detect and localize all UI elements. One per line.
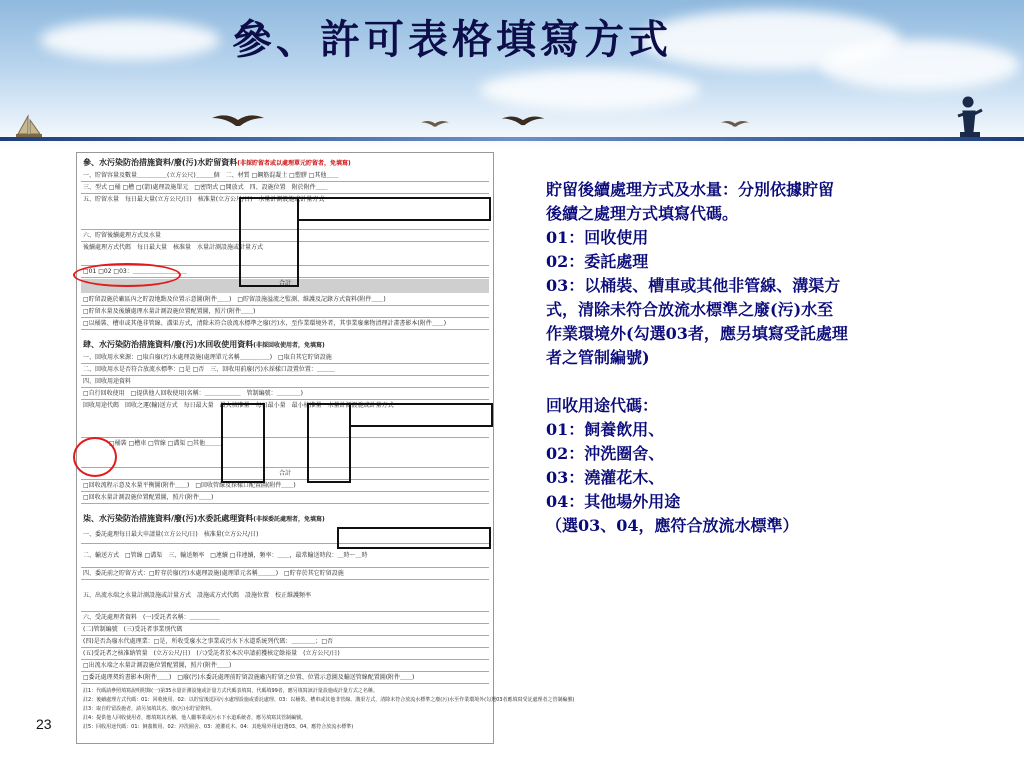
explanation-line: 04：其他場外用途 — [546, 492, 681, 511]
form-note: 註5：回收用途代碼：01：飼養飲用、02：沖洗圈舍、03：澆灌花木、04：其他場外用途(選03、04，應符合放流水標準) — [83, 724, 354, 730]
explanation-line: 01：回收使用 — [546, 228, 649, 247]
red-highlight-oval — [73, 437, 117, 477]
form-row: 二、輸送方式 □管線 □溝渠 三、輸送頻率 □連續 □非連續，頻率：＿＿，最常輸送時段：＿時～＿時 — [81, 545, 489, 568]
form-note: 註2：後續處理方式代碼：01：回收使用、02：以貯留後逕回污水處理設施或委託處理、03：以桶裝、槽車或其他非管線、溝渠方式，清除未符合放流水標準之廢(污)水至作業環境外(勾選03者應填寫受託處理者之管制編號) — [83, 697, 575, 703]
explanation-line: 03：以桶裝、槽車或其他非管線、溝渠方 — [546, 276, 841, 295]
form-row: 六、受託處理者資料 (一)受託者名稱：＿＿＿＿＿ — [81, 613, 489, 624]
cloud-decoration — [40, 20, 220, 60]
form-row: 一、貯留容量及數量＿＿＿＿＿(立方公尺)＿＿＿個 二、材質 □鋼筋混凝土 □塑膠 □其他＿＿ — [81, 171, 489, 182]
bird-icon — [210, 110, 266, 132]
form-row: 二、回收用水是否符合放流水標準：□是 □否 三、回收用前廢(污)水採樣口設置位置：＿＿＿ — [81, 365, 489, 376]
explanation-line: 式，清除未符合放流水標準之廢(污)水至 — [546, 300, 834, 319]
section-entrusted-title: 柒、水污染防治措施資料/廢(污)水委託處理資料(非採委託處理者，免填寫) — [83, 514, 325, 523]
form-row: □貯留設施於廠區內之貯設地點及位置示意圖(附件＿＿) □貯留設施溢流之監測、維護及記錄方式資料(附件＿＿) — [81, 295, 489, 306]
form-row: □委託處理契約書影本(附件＿＿) □廢(污)水委託處理前貯留設施廠內貯留之位置、位置示意圖及輸送管線配置圖(附件＿＿) — [81, 673, 489, 684]
explanation-line: （選03、04，應符合放流水標準） — [546, 516, 799, 535]
form-row: (二)管制編號 (三)受託者事業別代碼 — [81, 625, 489, 636]
form-row: 一、委託處理每日最大申請量(立方公尺/日) 核准量(立方公尺/日) — [81, 527, 489, 544]
highlight-box — [239, 197, 299, 287]
explanation-line: 03：澆灌花木、 — [546, 468, 665, 487]
form-row: 合計 — [278, 280, 291, 287]
form-note: 註4：提供他人回收使用者，應填寫其名稱，他人屬事業或污水下水道系統者，應另填寫其管制編號。 — [83, 715, 307, 721]
form-row: 三、型式 □桶 □槽 □(箭)處理設施單元 □密閉式 □開放式 四、設施位置 附於附件＿＿ — [81, 183, 489, 194]
header-divider — [0, 137, 1024, 141]
form-row: 四、回收用途資料 — [81, 377, 489, 388]
form-row: (五)受託者之核准納管量 (立方公尺/日) (六)受託者於本次申請前獲核定餘裕量 (立方公尺/日) — [81, 649, 489, 660]
form-row: 後續處理方式代碼 每日最大量 核准量 水量計測設施或計量方式 — [81, 243, 489, 266]
form-note: 註1：代碼請參照填寫說明附錄(一)第35水量計測設施或計量方式代碼表填寫，代碼填99者，應另填寫該計量設施或計量方式之名稱。 — [83, 688, 378, 694]
page-number: 23 — [36, 716, 52, 732]
explanation-panel — [546, 178, 976, 538]
bird-icon — [720, 118, 750, 130]
form-row: 合計 — [81, 469, 489, 480]
section-storage-title: 參、水污染防治措施資料/廢(污)水貯留資料(非採貯留者或以處理單元貯留者，免填寫) — [83, 158, 351, 167]
cloud-decoration — [820, 40, 1020, 90]
cloud-decoration — [480, 70, 700, 110]
form-row: □回收水量計測設施位置配置圖，照片(附件＿＿) — [81, 493, 489, 504]
explanation-line: 後續之處理方式填寫代碼。 — [546, 204, 739, 223]
bird-icon — [500, 112, 546, 130]
explanation-line: 回收用途代碼： — [546, 396, 659, 415]
form-row: 一、回收用水來源：□取自廢(污)水處理設施(處理單元名稱＿＿＿＿＿) □取自其它貯留設施 — [81, 353, 489, 364]
form-row: □自行回收使用 □提供他人回收使用(名稱：＿＿＿＿＿＿ 管制編號：＿＿＿＿) — [81, 389, 489, 400]
form-row: □01 □02 □03：＿＿＿＿＿＿＿＿＿ — [81, 267, 489, 278]
section-reuse-title: 肆、水污染防治措施資料/廢(污)水回收使用資料(非採回收使用者，免填寫) — [83, 340, 325, 349]
form-row: □以桶裝、槽車或其他非管線、溝渠方式，清除未符合放流水標準之廢(污)水，至作業環境外者，其事業廢棄物清理計畫書影本(附件＿＿) — [81, 319, 489, 330]
highlight-box — [221, 403, 265, 483]
highlight-box — [349, 403, 493, 427]
red-highlight-oval — [73, 263, 181, 287]
form-row: 五、貯留水量 每日最大量(立方公尺/日) 核准量(立方公尺/日) 水量計測設施或計量方式 — [81, 195, 489, 230]
explanation-line: 作業環境外(勾選03者，應另填寫受託處理 — [546, 324, 848, 343]
explanation-line: 者之管制編號) — [546, 348, 650, 367]
form-row: □貯留水量及後續處理水量計測設施位置配置圖，照片(附件＿＿) — [81, 307, 489, 318]
form-row: 五、出流水端之水量計測設施或計量方式 設施或方式代碼 設施位置 校正維護頻率 — [81, 581, 489, 612]
sailboat-icon — [14, 112, 44, 138]
explanation-line: 貯留後續處理方式及水量：分別依據貯留 — [546, 180, 835, 199]
form-row: 回收用途代碼 回收之運(輸)送方式 每日最大量 最大核准量 每日最小量 最小核准量 水量計測設施或計量方式 — [81, 401, 489, 438]
form-row: □出流水端之水量計測設施位置配置圖，照片(附件＿＿) — [81, 661, 489, 672]
highlight-box — [297, 197, 491, 221]
form-row: 四、委託前之貯留方式：□貯存於廢(污)水處理設施(處理單元名稱＿＿＿) □貯存於其它貯留設施 — [81, 569, 489, 580]
highlight-box — [337, 527, 491, 549]
slide-title: 參、許可表格填寫方式 — [232, 16, 672, 63]
explanation-line: 02：委託處理 — [546, 252, 649, 271]
highlight-box — [307, 403, 351, 483]
permit-form-sample — [76, 152, 575, 744]
form-row: □回收流程示意及水量平衡圖(附件＿＿) □回收管線及採樣口配置圖(附件＿＿) — [81, 481, 489, 492]
statue-icon — [950, 102, 990, 140]
bird-icon — [420, 118, 450, 130]
form-row: □桶裝 □槽車 □管線 □溝渠 □其他＿＿＿ — [81, 439, 489, 468]
explanation-line: 01：飼養飲用、 — [546, 420, 665, 439]
form-note: 註3：取自貯留設施者，請另加填其名、廢(污)水貯留資料。 — [83, 706, 216, 712]
form-row: (四)是否為廢水代處理業：□是，所收受廢水之事業或污水下水道系統列代碼：＿＿＿＿；□否 — [81, 637, 489, 648]
explanation-line: 02：沖洗圈舍、 — [546, 444, 665, 463]
form-row: 六、貯留後續處理方式及水量 — [81, 231, 489, 242]
